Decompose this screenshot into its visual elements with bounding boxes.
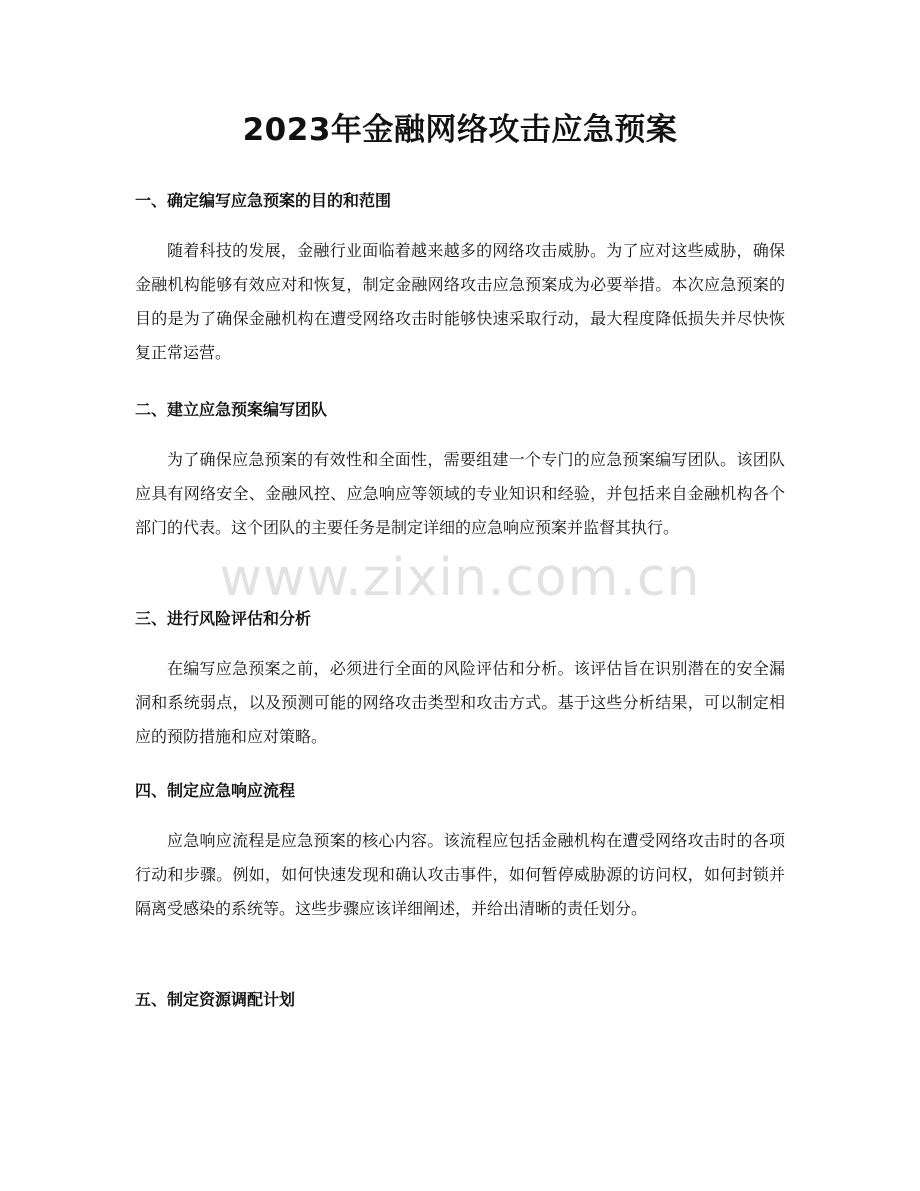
document-title: 2023年金融网络攻击应急预案 — [242, 112, 678, 148]
section-heading: 二、建立应急预案编写团队 — [135, 400, 328, 419]
section-heading: 一、确定编写应急预案的目的和范围 — [135, 191, 392, 210]
section-heading: 四、制定应急响应流程 — [135, 781, 296, 800]
watermark-text: www.zixin.com.cn — [219, 548, 701, 608]
section-paragraph: 为了确保应急预案的有效性和全面性，需要组建一个专门的应急预案编写团队。该团队应具有网络安全、金融风控、应急响应等领域的专业知识和经验，并包括来自金融机构各个部门的代表。这个团队的主要任务是制定详细的应急响应预案并监督其执行。 — [135, 450, 785, 537]
section-heading: 三、进行风险评估和分析 — [135, 609, 312, 628]
section-paragraph: 随着科技的发展，金融行业面临着越来越多的网络攻击威胁。为了应对这些威胁，确保金融机构能够有效应对和恢复，制定金融网络攻击应急预案成为必要举措。本次应急预案的目的是为了确保金融机构在遭受网络攻击时能够快速采取行动，最大程度降低损失并尽快恢复正常运营。 — [135, 241, 785, 362]
section-risk-assessment — [135, 607, 785, 754]
section-paragraph: 在编写应急预案之前，必须进行全面的风险评估和分析。该评估旨在识别潜在的安全漏洞和系统弱点，以及预测可能的网络攻击类型和攻击方式。基于这些分析结果，可以制定相应的预防措施和应对策略。 — [135, 659, 785, 746]
section-paragraph: 应急响应流程是应急预案的核心内容。该流程应包括金融机构在遭受网络攻击时的各项行动和步骤。例如，如何快速发现和确认攻击事件，如何暂停威胁源的访问权，如何封锁并隔离受感染的系统等。这些步骤应该详细阐述，并给出清晰的责任划分。 — [135, 831, 785, 918]
section-writing-team — [135, 398, 785, 545]
section-resource-plan — [135, 988, 785, 1012]
section-heading: 五、制定资源调配计划 — [135, 990, 296, 1009]
section-purpose-scope — [135, 189, 785, 370]
section-response-process — [135, 779, 785, 926]
